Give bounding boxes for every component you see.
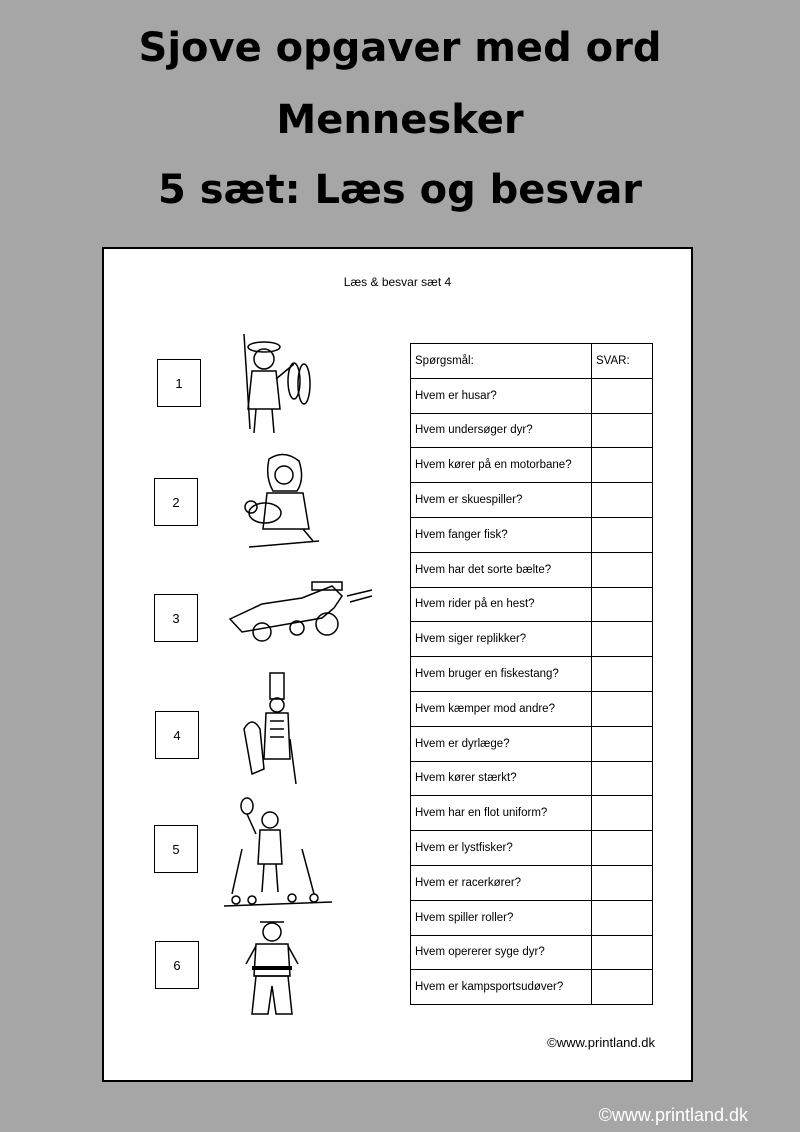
- title-line-3: 5 sæt: Læs og besvar: [157, 167, 643, 213]
- question-cell: Hvem fanger fisk?: [411, 517, 592, 552]
- number-box-1: [157, 359, 201, 407]
- question-cell: Hvem opererer syge dyr?: [411, 935, 592, 970]
- number-label: 5: [172, 841, 180, 857]
- page-footer: ©www.printland.dk: [598, 1105, 748, 1125]
- question-cell: Hvem er lystfisker?: [411, 831, 592, 866]
- question-cell: Hvem er racerkører?: [411, 865, 592, 900]
- column-header-question: Spørgsmål:: [411, 344, 592, 379]
- table-row: [411, 517, 653, 552]
- table-row: [411, 657, 653, 692]
- question-cell: Hvem kører stærkt?: [411, 761, 592, 796]
- question-cell: Hvem er kampsportsudøver?: [411, 970, 592, 1005]
- table-row: [411, 622, 653, 657]
- number-box-4: [155, 711, 199, 759]
- number-box-3: [154, 594, 198, 642]
- number-box-5: [154, 825, 198, 873]
- question-cell: Hvem spiller roller?: [411, 900, 592, 935]
- worksheet-title: Læs & besvar sæt 4: [343, 275, 452, 289]
- table-row: [411, 448, 653, 483]
- vet-with-dog-illustration: [239, 449, 349, 554]
- question-cell: Hvem rider på en hest?: [411, 587, 592, 622]
- hussar-illustration: [234, 669, 314, 789]
- table-row: [411, 935, 653, 970]
- table-row: [411, 587, 653, 622]
- answer-cell[interactable]: [592, 831, 653, 866]
- answer-cell[interactable]: [592, 691, 653, 726]
- answer-cell[interactable]: [592, 865, 653, 900]
- table-header-row: [411, 344, 653, 379]
- question-cell: Hvem bruger en fiskestang?: [411, 657, 592, 692]
- title-line-2: Mennesker: [276, 97, 524, 143]
- answer-cell[interactable]: [592, 378, 653, 413]
- worksheet: [102, 247, 693, 1082]
- table-row: [411, 552, 653, 587]
- answer-cell[interactable]: [592, 970, 653, 1005]
- table-row: [411, 796, 653, 831]
- fisherman-illustration: [224, 329, 324, 439]
- answer-cell[interactable]: [592, 622, 653, 657]
- table-row: [411, 413, 653, 448]
- number-label: 1: [175, 375, 183, 391]
- question-cell: Hvem har en flot uniform?: [411, 796, 592, 831]
- answer-cell[interactable]: [592, 796, 653, 831]
- answer-cell[interactable]: [592, 657, 653, 692]
- table-row: [411, 726, 653, 761]
- answer-cell[interactable]: [592, 935, 653, 970]
- table-row: [411, 761, 653, 796]
- question-cell: Hvem er skuespiller?: [411, 483, 592, 518]
- table-row: [411, 483, 653, 518]
- question-cell: Hvem kører på en motorbane?: [411, 448, 592, 483]
- column-header-answer: SVAR:: [592, 344, 653, 379]
- table-row: [411, 691, 653, 726]
- number-label: 4: [173, 727, 181, 743]
- answer-cell[interactable]: [592, 517, 653, 552]
- answer-cell[interactable]: [592, 448, 653, 483]
- number-label: 2: [172, 494, 180, 510]
- question-table: [410, 343, 653, 1005]
- question-cell: Hvem siger replikker?: [411, 622, 592, 657]
- title-line-1: Sjove opgaver med ord: [138, 25, 662, 71]
- table-row: [411, 900, 653, 935]
- question-cell: Hvem kæmper mod andre?: [411, 691, 592, 726]
- table-row: [411, 970, 653, 1005]
- answer-cell[interactable]: [592, 726, 653, 761]
- question-cell: Hvem er husar?: [411, 378, 592, 413]
- answer-cell[interactable]: [592, 552, 653, 587]
- question-cell: Hvem har det sorte bælte?: [411, 552, 592, 587]
- number-box-6: [155, 941, 199, 989]
- worksheet-footer: ©www.printland.dk: [547, 1035, 655, 1050]
- actor-on-stage-illustration: [222, 794, 337, 914]
- answer-cell[interactable]: [592, 900, 653, 935]
- table-row: [411, 378, 653, 413]
- karate-fighter-illustration: [242, 914, 302, 1029]
- table-row: [411, 865, 653, 900]
- answer-cell[interactable]: [592, 761, 653, 796]
- number-box-2: [154, 478, 198, 526]
- answer-cell[interactable]: [592, 483, 653, 518]
- race-car-illustration: [222, 574, 377, 649]
- number-label: 6: [173, 957, 181, 973]
- answer-cell[interactable]: [592, 587, 653, 622]
- question-cell: Hvem er dyrlæge?: [411, 726, 592, 761]
- number-label: 3: [172, 610, 180, 626]
- question-cell: Hvem undersøger dyr?: [411, 413, 592, 448]
- answer-cell[interactable]: [592, 413, 653, 448]
- table-row: [411, 831, 653, 866]
